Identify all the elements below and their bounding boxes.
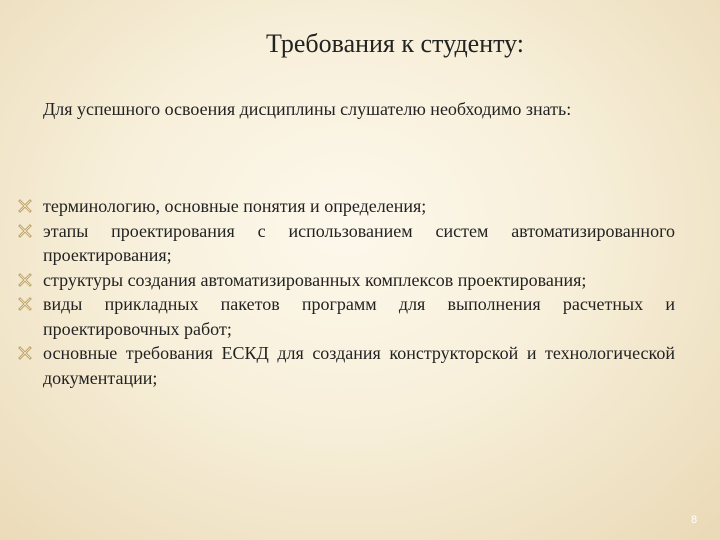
list-item-text: этапы проектирования с использованием систем автоматизированного проектирования; (43, 220, 675, 265)
list-item-text: терминологию, основные понятия и определения; (43, 196, 427, 216)
slide-title: Требования к студенту: (265, 29, 525, 58)
list-item-text: структуры создания автоматизированных комплексов проектирования; (43, 269, 587, 290)
x-mark-icon (18, 297, 32, 311)
x-mark-icon (18, 273, 32, 287)
x-mark-icon (18, 199, 32, 213)
list-item-text: виды прикладных пакетов программ для выполнения расчетных и проектировочных работ; (43, 294, 675, 339)
list-item (0, 194, 720, 219)
x-mark-icon (18, 224, 32, 238)
requirements-list (0, 194, 720, 390)
intro-text: Для успешного освоения дисциплины слушателю необходимо знать: (43, 99, 572, 119)
list-item (0, 268, 720, 293)
x-mark-icon (18, 346, 32, 360)
list-item (0, 219, 720, 268)
list-item (0, 341, 720, 390)
page-number: 8 (690, 514, 698, 526)
list-item (0, 292, 720, 341)
list-item-text: основные требования ЕСКД для создания конструкторской и технологической документации; (43, 343, 675, 388)
